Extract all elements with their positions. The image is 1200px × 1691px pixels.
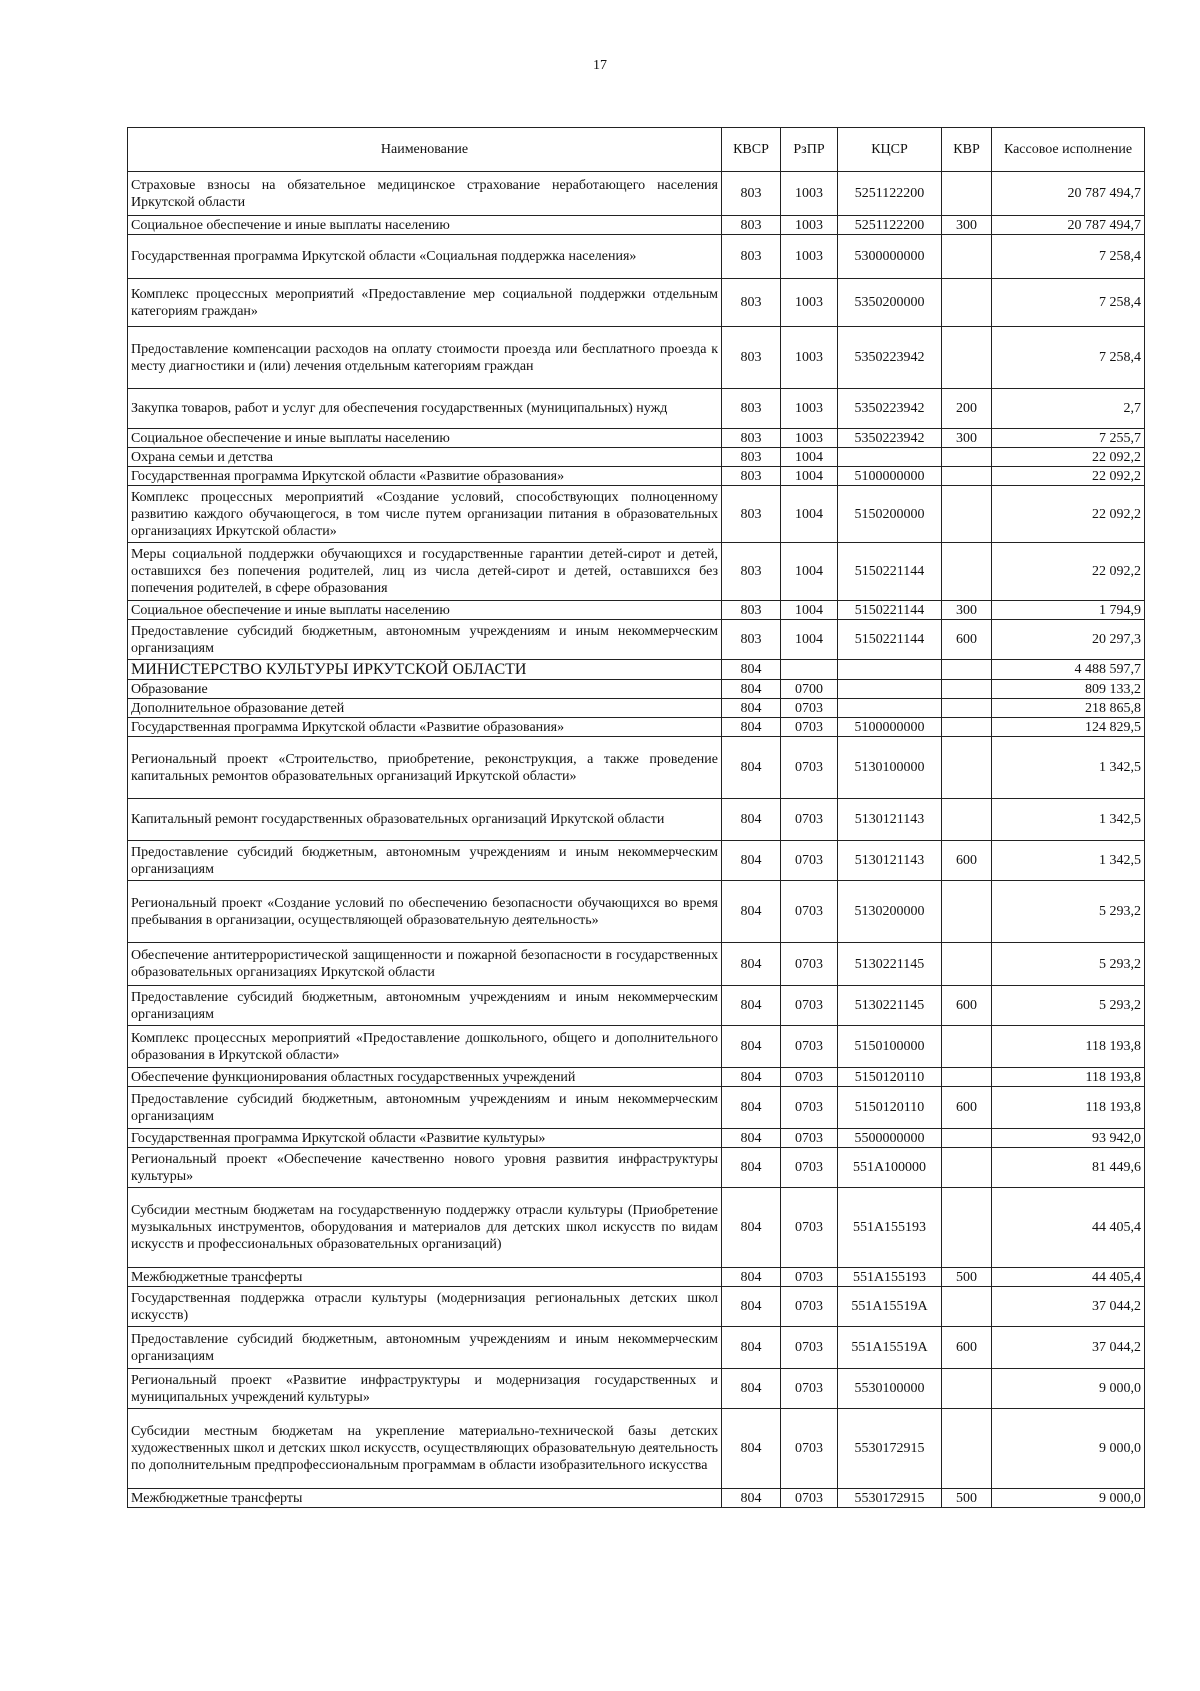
cell-kcsr: 5130121143 <box>838 799 942 841</box>
cell-kvsr: 803 <box>722 216 781 235</box>
table-row <box>128 1087 1145 1129</box>
cell-name: Межбюджетные трансферты <box>128 1268 722 1287</box>
cell-kcsr: 5150100000 <box>838 1026 942 1068</box>
cell-name: Государственная поддержка отрасли культуры (модернизация региональных детских школ искусств) <box>128 1287 722 1327</box>
cell-kvsr: 803 <box>722 429 781 448</box>
cell-kvsr: 803 <box>722 543 781 601</box>
table-row <box>128 1268 1145 1287</box>
cell-kvr <box>942 680 992 699</box>
cell-rzpr: 1004 <box>781 601 838 620</box>
cell-kvsr: 804 <box>722 718 781 737</box>
table-row <box>128 660 1145 680</box>
cell-kcsr: 5251122200 <box>838 216 942 235</box>
cell-kcsr: 5350200000 <box>838 279 942 327</box>
cell-kvr <box>942 327 992 389</box>
cell-kcsr: 551A155193 <box>838 1188 942 1268</box>
cell-kcsr: 5150221144 <box>838 543 942 601</box>
cell-amount: 7 258,4 <box>992 279 1145 327</box>
table-row <box>128 1287 1145 1327</box>
cell-name: Предоставление компенсации расходов на оплату стоимости проезда или бесплатного проезда к месту диагностики и (или) лечения отдельным категориям граждан <box>128 327 722 389</box>
cell-amount: 2,7 <box>992 389 1145 429</box>
cell-name: Региональный проект «Строительство, приобретение, реконструкция, а также проведение капитальных ремонтов образовательных организаций Иркутской области» <box>128 737 722 799</box>
cell-amount: 20 787 494,7 <box>992 172 1145 216</box>
cell-name: Субсидии местным бюджетам на государственную поддержку отрасли культуры (Приобретение музыкальных инструментов, оборудования и материалов для детских школ искусств по видам искусств и профессиональных образовательных организаций) <box>128 1188 722 1268</box>
cell-amount: 5 293,2 <box>992 881 1145 943</box>
cell-kvsr: 803 <box>722 448 781 467</box>
cell-kvsr: 803 <box>722 172 781 216</box>
table-row <box>128 680 1145 699</box>
cell-rzpr: 0703 <box>781 799 838 841</box>
cell-kvr: 500 <box>942 1489 992 1508</box>
table-row <box>128 467 1145 486</box>
cell-kvsr: 803 <box>722 467 781 486</box>
cell-kvsr: 804 <box>722 943 781 986</box>
table-row <box>128 841 1145 881</box>
cell-name: Капитальный ремонт государственных образовательных организаций Иркутской области <box>128 799 722 841</box>
cell-kvsr: 804 <box>722 680 781 699</box>
cell-rzpr: 0703 <box>781 718 838 737</box>
cell-rzpr: 1004 <box>781 543 838 601</box>
cell-amount: 5 293,2 <box>992 943 1145 986</box>
cell-name: Предоставление субсидий бюджетным, автономным учреждениям и иным некоммерческим организациям <box>128 620 722 660</box>
cell-amount: 22 092,2 <box>992 448 1145 467</box>
cell-name: Дополнительное образование детей <box>128 699 722 718</box>
cell-kvsr: 804 <box>722 1409 781 1489</box>
cell-kcsr: 5130121143 <box>838 841 942 881</box>
cell-kvr: 600 <box>942 841 992 881</box>
cell-rzpr: 1003 <box>781 327 838 389</box>
header-amount: Кассовое исполнение <box>992 128 1145 172</box>
cell-kvsr: 804 <box>722 986 781 1026</box>
cell-name: Государственная программа Иркутской области «Развитие образования» <box>128 467 722 486</box>
cell-kvsr: 804 <box>722 881 781 943</box>
cell-rzpr: 0703 <box>781 699 838 718</box>
cell-kvsr: 804 <box>722 1327 781 1369</box>
table-row <box>128 172 1145 216</box>
header-rzpr: РзПР <box>781 128 838 172</box>
cell-kvr <box>942 235 992 279</box>
cell-kcsr: 5150221144 <box>838 620 942 660</box>
cell-kvsr: 804 <box>722 1369 781 1409</box>
budget-execution-table <box>127 127 1145 1508</box>
cell-rzpr: 0703 <box>781 1268 838 1287</box>
cell-rzpr: 0700 <box>781 680 838 699</box>
cell-kvsr: 804 <box>722 1188 781 1268</box>
cell-kvr <box>942 1287 992 1327</box>
table-row <box>128 943 1145 986</box>
cell-amount: 44 405,4 <box>992 1188 1145 1268</box>
cell-rzpr: 0703 <box>781 881 838 943</box>
table-body <box>128 172 1145 1508</box>
cell-name: Региональный проект «Развитие инфраструктуры и модернизация государственных и муниципальных учреждений культуры» <box>128 1369 722 1409</box>
cell-kvr <box>942 718 992 737</box>
cell-kvr <box>942 1409 992 1489</box>
page-number: 17 <box>593 58 607 73</box>
cell-amount: 118 193,8 <box>992 1068 1145 1087</box>
cell-amount: 20 297,3 <box>992 620 1145 660</box>
cell-amount: 81 449,6 <box>992 1148 1145 1188</box>
cell-amount: 22 092,2 <box>992 543 1145 601</box>
table-row <box>128 486 1145 543</box>
cell-name: Региональный проект «Обеспечение качественно нового уровня развития инфраструктуры культуры» <box>128 1148 722 1188</box>
cell-name: Предоставление субсидий бюджетным, автономным учреждениям и иным некоммерческим организациям <box>128 986 722 1026</box>
cell-rzpr: 0703 <box>781 1489 838 1508</box>
cell-kcsr: 5150221144 <box>838 601 942 620</box>
cell-kcsr: 5350223942 <box>838 389 942 429</box>
cell-name: Социальное обеспечение и иные выплаты населению <box>128 216 722 235</box>
cell-name: Социальное обеспечение и иные выплаты населению <box>128 601 722 620</box>
cell-kvr <box>942 448 992 467</box>
cell-kvr <box>942 1148 992 1188</box>
table-row <box>128 1327 1145 1369</box>
cell-amount: 7 258,4 <box>992 327 1145 389</box>
cell-rzpr: 1003 <box>781 429 838 448</box>
cell-kvr: 200 <box>942 389 992 429</box>
cell-amount: 124 829,5 <box>992 718 1145 737</box>
cell-kvr <box>942 1188 992 1268</box>
cell-rzpr <box>781 660 838 680</box>
header-kvr: КВР <box>942 128 992 172</box>
cell-name: Обеспечение функционирования областных государственных учреждений <box>128 1068 722 1087</box>
cell-name: Комплекс процессных мероприятий «Предоставление дошкольного, общего и дополнительного образования в Иркутской области» <box>128 1026 722 1068</box>
cell-kvr: 600 <box>942 1087 992 1129</box>
cell-kcsr <box>838 699 942 718</box>
table-row <box>128 1026 1145 1068</box>
cell-kvr: 300 <box>942 429 992 448</box>
cell-name: МИНИСТЕРСТВО КУЛЬТУРЫ ИРКУТСКОЙ ОБЛАСТИ <box>128 660 722 680</box>
table-row <box>128 1188 1145 1268</box>
table-row <box>128 543 1145 601</box>
cell-name: Предоставление субсидий бюджетным, автономным учреждениям и иным некоммерческим организациям <box>128 1327 722 1369</box>
table-row <box>128 235 1145 279</box>
cell-name: Субсидии местным бюджетам на укрепление материально-технической базы детских художественных школ и детских школ искусств, осуществляющих образовательную деятельность по дополнительным предпрофессиональным программам в области изобразительного искусства <box>128 1409 722 1489</box>
cell-kcsr: 5100000000 <box>838 467 942 486</box>
cell-amount: 9 000,0 <box>992 1409 1145 1489</box>
cell-name: Образование <box>128 680 722 699</box>
table-row <box>128 389 1145 429</box>
cell-amount: 1 342,5 <box>992 841 1145 881</box>
table-row <box>128 1148 1145 1188</box>
cell-amount: 4 488 597,7 <box>992 660 1145 680</box>
cell-amount: 22 092,2 <box>992 486 1145 543</box>
cell-amount: 44 405,4 <box>992 1268 1145 1287</box>
cell-kcsr <box>838 680 942 699</box>
table-row <box>128 737 1145 799</box>
cell-kcsr: 551A15519A <box>838 1287 942 1327</box>
cell-rzpr: 1003 <box>781 172 838 216</box>
cell-kvsr: 803 <box>722 620 781 660</box>
table-row <box>128 448 1145 467</box>
cell-kvr: 600 <box>942 620 992 660</box>
cell-rzpr: 0703 <box>781 1327 838 1369</box>
cell-kcsr: 5100000000 <box>838 718 942 737</box>
cell-amount: 1 342,5 <box>992 737 1145 799</box>
cell-kcsr <box>838 448 942 467</box>
cell-rzpr: 0703 <box>781 943 838 986</box>
cell-kcsr: 5530172915 <box>838 1489 942 1508</box>
cell-kvsr: 804 <box>722 799 781 841</box>
cell-amount: 9 000,0 <box>992 1489 1145 1508</box>
cell-kvr <box>942 1129 992 1148</box>
cell-kvr <box>942 660 992 680</box>
cell-name: Комплекс процессных мероприятий «Предоставление мер социальной поддержки отдельным категориям граждан» <box>128 279 722 327</box>
cell-amount: 1 794,9 <box>992 601 1145 620</box>
cell-rzpr: 0703 <box>781 1287 838 1327</box>
cell-name: Закупка товаров, работ и услуг для обеспечения государственных (муниципальных) нужд <box>128 389 722 429</box>
cell-rzpr: 0703 <box>781 1068 838 1087</box>
cell-name: Государственная программа Иркутской области «Развитие образования» <box>128 718 722 737</box>
cell-amount: 9 000,0 <box>992 1369 1145 1409</box>
cell-rzpr: 1003 <box>781 216 838 235</box>
table-header-row <box>128 128 1145 172</box>
cell-kcsr: 551A15519A <box>838 1327 942 1369</box>
cell-amount: 7 255,7 <box>992 429 1145 448</box>
table-row <box>128 799 1145 841</box>
cell-rzpr: 0703 <box>781 737 838 799</box>
cell-rzpr: 0703 <box>781 1026 838 1068</box>
cell-amount: 7 258,4 <box>992 235 1145 279</box>
cell-amount: 118 193,8 <box>992 1026 1145 1068</box>
table-row <box>128 986 1145 1026</box>
cell-name: Предоставление субсидий бюджетным, автономным учреждениям и иным некоммерческим организациям <box>128 841 722 881</box>
cell-rzpr: 1004 <box>781 620 838 660</box>
table-row <box>128 620 1145 660</box>
cell-amount: 218 865,8 <box>992 699 1145 718</box>
cell-kvr <box>942 881 992 943</box>
cell-kvr: 500 <box>942 1268 992 1287</box>
cell-kcsr: 5350223942 <box>838 429 942 448</box>
table-row <box>128 279 1145 327</box>
cell-name: Предоставление субсидий бюджетным, автономным учреждениям и иным некоммерческим организациям <box>128 1087 722 1129</box>
cell-kvr: 600 <box>942 1327 992 1369</box>
cell-kvsr: 804 <box>722 1287 781 1327</box>
cell-rzpr: 0703 <box>781 1129 838 1148</box>
cell-kvr <box>942 467 992 486</box>
cell-name: Обеспечение антитеррористической защищенности и пожарной безопасности в государственных образовательных организациях Иркутской области <box>128 943 722 986</box>
cell-kvsr: 803 <box>722 601 781 620</box>
cell-amount: 37 044,2 <box>992 1287 1145 1327</box>
cell-rzpr: 1004 <box>781 448 838 467</box>
cell-kcsr: 5130100000 <box>838 737 942 799</box>
cell-kcsr: 5350223942 <box>838 327 942 389</box>
cell-amount: 22 092,2 <box>992 467 1145 486</box>
cell-amount: 20 787 494,7 <box>992 216 1145 235</box>
cell-kvsr: 804 <box>722 1148 781 1188</box>
cell-kcsr: 5530100000 <box>838 1369 942 1409</box>
cell-kvr <box>942 172 992 216</box>
cell-kvr: 600 <box>942 986 992 1026</box>
cell-kvsr: 804 <box>722 660 781 680</box>
table-row <box>128 429 1145 448</box>
cell-kvsr: 803 <box>722 279 781 327</box>
table-row <box>128 881 1145 943</box>
table-row <box>128 699 1145 718</box>
cell-kcsr: 551A155193 <box>838 1268 942 1287</box>
cell-name: Социальное обеспечение и иные выплаты населению <box>128 429 722 448</box>
cell-name: Комплекс процессных мероприятий «Создание условий, способствующих полноценному развитию каждого обучающегося, в том числе путем организации питания в образовательных организациях Иркутской области» <box>128 486 722 543</box>
cell-kcsr: 5530172915 <box>838 1409 942 1489</box>
table-row <box>128 1129 1145 1148</box>
cell-kcsr: 5500000000 <box>838 1129 942 1148</box>
cell-kvsr: 804 <box>722 699 781 718</box>
cell-kcsr: 5150120110 <box>838 1087 942 1129</box>
cell-kvr <box>942 543 992 601</box>
cell-kvr: 300 <box>942 601 992 620</box>
cell-kcsr: 551A100000 <box>838 1148 942 1188</box>
cell-rzpr: 1003 <box>781 389 838 429</box>
cell-name: Государственная программа Иркутской области «Социальная поддержка населения» <box>128 235 722 279</box>
cell-rzpr: 0703 <box>781 1148 838 1188</box>
cell-name: Региональный проект «Создание условий по обеспечению безопасности обучающихся во время пребывания в организации, осуществляющей образовательную деятельность» <box>128 881 722 943</box>
cell-kcsr: 5150120110 <box>838 1068 942 1087</box>
cell-amount: 809 133,2 <box>992 680 1145 699</box>
cell-kvr <box>942 799 992 841</box>
cell-rzpr: 0703 <box>781 1188 838 1268</box>
cell-kvsr: 804 <box>722 1068 781 1087</box>
cell-amount: 93 942,0 <box>992 1129 1145 1148</box>
cell-kcsr: 5130221145 <box>838 986 942 1026</box>
cell-name: Охрана семьи и детства <box>128 448 722 467</box>
table-row <box>128 327 1145 389</box>
cell-kcsr: 5150200000 <box>838 486 942 543</box>
cell-rzpr: 1004 <box>781 467 838 486</box>
table-row <box>128 1369 1145 1409</box>
cell-rzpr: 0703 <box>781 841 838 881</box>
cell-kvsr: 804 <box>722 841 781 881</box>
cell-kcsr: 5251122200 <box>838 172 942 216</box>
table-row <box>128 718 1145 737</box>
header-kcsr: КЦСР <box>838 128 942 172</box>
cell-name: Государственная программа Иркутской области «Развитие культуры» <box>128 1129 722 1148</box>
header-name: Наименование <box>128 128 722 172</box>
cell-kvr <box>942 1068 992 1087</box>
cell-rzpr: 0703 <box>781 986 838 1026</box>
table-row <box>128 1068 1145 1087</box>
table-row <box>128 216 1145 235</box>
cell-kvsr: 804 <box>722 1087 781 1129</box>
cell-name: Меры социальной поддержки обучающихся и государственные гарантии детей-сирот и детей, оставшихся без попечения родителей, лиц из числа детей-сирот и детей, оставшихся без попечения родителей, в сфере образования <box>128 543 722 601</box>
cell-kvr <box>942 486 992 543</box>
cell-kvr: 300 <box>942 216 992 235</box>
cell-rzpr: 0703 <box>781 1087 838 1129</box>
cell-kvsr: 803 <box>722 389 781 429</box>
cell-kvr <box>942 737 992 799</box>
table-row <box>128 601 1145 620</box>
cell-kvr <box>942 943 992 986</box>
cell-kvr <box>942 1369 992 1409</box>
table-row <box>128 1489 1145 1508</box>
cell-rzpr: 1003 <box>781 235 838 279</box>
cell-kvr <box>942 279 992 327</box>
cell-kcsr: 5130200000 <box>838 881 942 943</box>
cell-rzpr: 1004 <box>781 486 838 543</box>
cell-kvsr: 804 <box>722 1026 781 1068</box>
cell-kvsr: 803 <box>722 235 781 279</box>
cell-name: Межбюджетные трансферты <box>128 1489 722 1508</box>
cell-kcsr: 5300000000 <box>838 235 942 279</box>
header-kvsr: КВСР <box>722 128 781 172</box>
cell-amount: 5 293,2 <box>992 986 1145 1026</box>
cell-name: Страховые взносы на обязательное медицинское страхование неработающего населения Иркутской области <box>128 172 722 216</box>
cell-kvr <box>942 699 992 718</box>
cell-rzpr: 0703 <box>781 1369 838 1409</box>
cell-amount: 1 342,5 <box>992 799 1145 841</box>
cell-kvr <box>942 1026 992 1068</box>
cell-kvsr: 804 <box>722 1489 781 1508</box>
cell-kcsr: 5130221145 <box>838 943 942 986</box>
cell-rzpr: 0703 <box>781 1409 838 1489</box>
cell-kvsr: 803 <box>722 486 781 543</box>
cell-amount: 37 044,2 <box>992 1327 1145 1369</box>
cell-kvsr: 804 <box>722 1129 781 1148</box>
cell-amount: 118 193,8 <box>992 1087 1145 1129</box>
cell-rzpr: 1003 <box>781 279 838 327</box>
cell-kvsr: 804 <box>722 1268 781 1287</box>
cell-kvsr: 803 <box>722 327 781 389</box>
table-row <box>128 1409 1145 1489</box>
cell-kcsr <box>838 660 942 680</box>
cell-kvsr: 804 <box>722 737 781 799</box>
